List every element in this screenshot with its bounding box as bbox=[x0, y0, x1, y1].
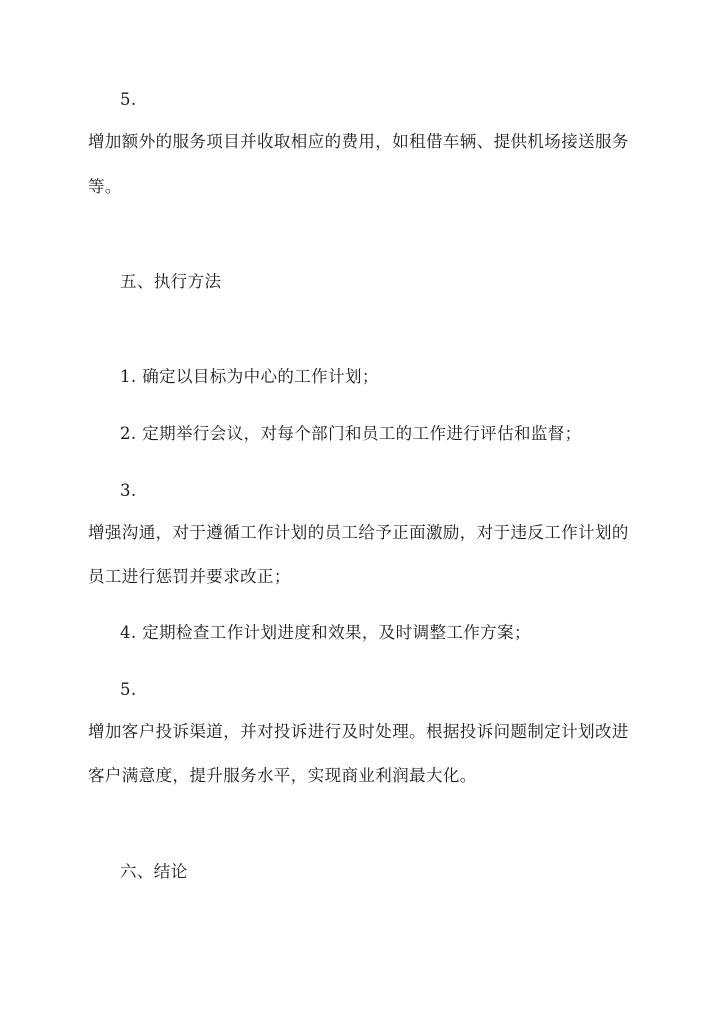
paragraph-line: 员工进行惩罚并要求改正； bbox=[88, 567, 291, 586]
section-heading: 五、执行方法 bbox=[120, 272, 222, 291]
item-number: 5. bbox=[120, 90, 137, 109]
paragraph-line: 客户满意度，提升服务水平，实现商业利润最大化。 bbox=[88, 766, 477, 785]
list-item: 4. 定期检查工作计划进度和效果，及时调整工作方案； bbox=[120, 623, 531, 642]
list-item: 1. 确定以目标为中心的工作计划； bbox=[120, 367, 379, 386]
section-heading: 六、结论 bbox=[120, 862, 188, 881]
paragraph-line: 增加客户投诉渠道，并对投诉进行及时处理。根据投诉问题制定计划改进 bbox=[88, 722, 629, 741]
item-number: 3. bbox=[120, 481, 137, 500]
list-item: 2. 定期举行会议，对每个部门和员工的工作进行评估和监督； bbox=[120, 424, 582, 443]
paragraph-line: 增强沟通，对于遵循工作计划的员工给予正面激励，对于违反工作计划的 bbox=[88, 523, 629, 542]
paragraph-line: 增加额外的服务项目并收取相应的费用，如租借车辆、提供机场接送服务 bbox=[88, 132, 629, 151]
paragraph-line: 等。 bbox=[88, 177, 122, 196]
item-number: 5. bbox=[120, 680, 137, 699]
